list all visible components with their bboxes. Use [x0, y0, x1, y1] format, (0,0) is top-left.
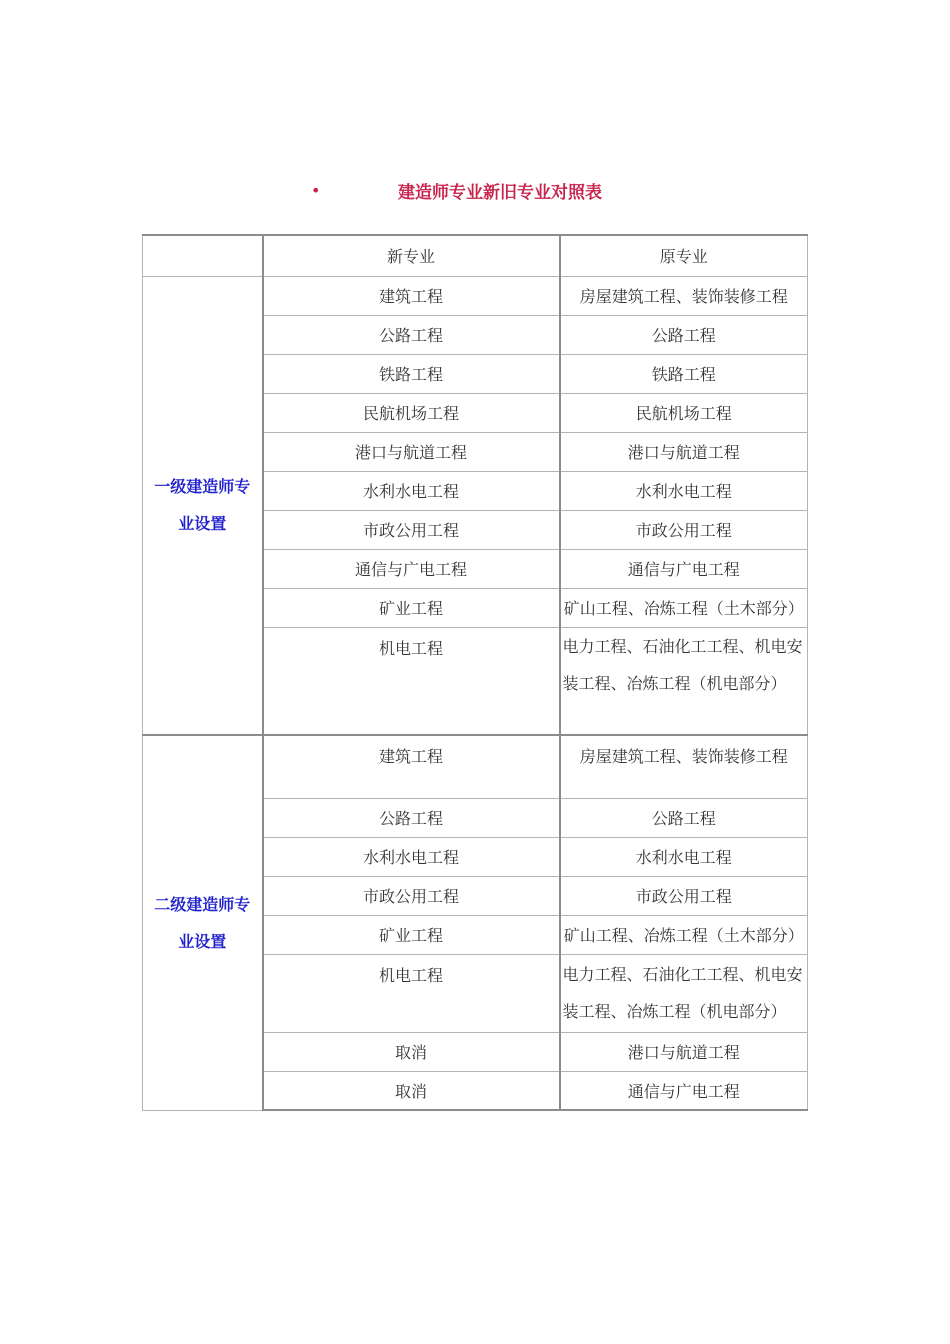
bullet-icon: • [311, 181, 321, 200]
old-major-cell: 民航机场工程 [560, 393, 808, 432]
old-major-cell: 港口与航道工程 [560, 1032, 808, 1071]
page-title: 建造师专业新旧专业对照表 [398, 183, 602, 203]
old-major-cell: 通信与广电工程 [560, 549, 808, 588]
old-major-cell: 市政公用工程 [560, 510, 808, 549]
new-major-cell: 取消 [263, 1071, 560, 1110]
header-row [143, 235, 808, 276]
new-major-cell: 水利水电工程 [263, 471, 560, 510]
group-label-level1: 一级建造师专业设置 [143, 276, 263, 735]
old-major-cell: 公路工程 [560, 315, 808, 354]
new-major-cell: 机电工程 [263, 954, 560, 1032]
new-major-cell: 矿业工程 [263, 915, 560, 954]
header-cell-blank [143, 235, 263, 276]
old-major-cell: 矿山工程、冶炼工程（土木部分） [560, 915, 808, 954]
old-major-cell: 水利水电工程 [560, 837, 808, 876]
old-major-cell: 房屋建筑工程、装饰装修工程 [560, 276, 808, 315]
new-major-cell: 公路工程 [263, 798, 560, 837]
new-major-cell: 市政公用工程 [263, 876, 560, 915]
old-major-cell: 港口与航道工程 [560, 432, 808, 471]
old-major-cell: 市政公用工程 [560, 876, 808, 915]
old-major-cell: 公路工程 [560, 798, 808, 837]
new-major-cell: 通信与广电工程 [263, 549, 560, 588]
old-major-cell: 矿山工程、冶炼工程（土木部分） [560, 588, 808, 627]
old-major-cell: 电力工程、石油化工工程、机电安装工程、冶炼工程（机电部分） [560, 954, 808, 1032]
new-major-cell: 港口与航道工程 [263, 432, 560, 471]
header-cell-old: 原专业 [560, 235, 808, 276]
new-major-cell: 民航机场工程 [263, 393, 560, 432]
new-major-cell: 水利水电工程 [263, 837, 560, 876]
new-major-cell: 市政公用工程 [263, 510, 560, 549]
old-major-cell: 铁路工程 [560, 354, 808, 393]
new-major-cell: 建筑工程 [263, 735, 560, 798]
group-label-level2: 二级建造师专业设置 [143, 735, 263, 1110]
new-major-cell: 公路工程 [263, 315, 560, 354]
new-major-cell: 铁路工程 [263, 354, 560, 393]
old-major-cell: 通信与广电工程 [560, 1071, 808, 1110]
new-major-cell: 矿业工程 [263, 588, 560, 627]
comparison-table [142, 234, 808, 1111]
title-row [0, 178, 950, 208]
new-major-cell: 取消 [263, 1032, 560, 1071]
header-cell-new: 新专业 [263, 235, 560, 276]
table-row [143, 735, 808, 798]
old-major-cell: 水利水电工程 [560, 471, 808, 510]
old-major-cell: 房屋建筑工程、装饰装修工程 [560, 735, 808, 798]
new-major-cell: 机电工程 [263, 627, 560, 735]
new-major-cell: 建筑工程 [263, 276, 560, 315]
old-major-cell: 电力工程、石油化工工程、机电安装工程、冶炼工程（机电部分） [560, 627, 808, 735]
table-row [143, 276, 808, 315]
